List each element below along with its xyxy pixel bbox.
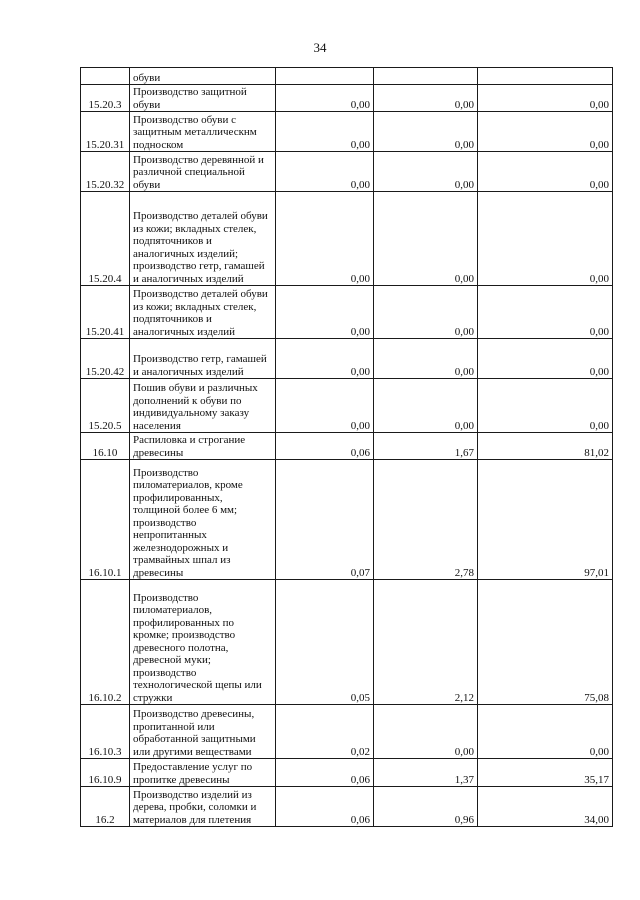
activity-code: 15.20.3 (81, 85, 130, 112)
value-col-2: 0,00 (374, 192, 478, 286)
value-col-3: 0,00 (478, 112, 613, 152)
value-col-1: 0,07 (276, 460, 374, 580)
table-row (81, 705, 613, 759)
table-row (81, 379, 613, 433)
activity-code: 16.10.1 (81, 460, 130, 580)
value-col-2: 0,96 (374, 787, 478, 827)
activity-name: Производство защитной обуви (130, 85, 276, 112)
value-col-3: 0,00 (478, 379, 613, 433)
value-col-1: 0,02 (276, 705, 374, 759)
value-col-3: 75,08 (478, 580, 613, 705)
value-col-2: 2,12 (374, 580, 478, 705)
table-row (81, 152, 613, 192)
value-col-2: 0,00 (374, 379, 478, 433)
value-col-3: 81,02 (478, 433, 613, 460)
value-col-2: 1,37 (374, 759, 478, 787)
value-col-2: 0,00 (374, 339, 478, 379)
value-col-3: 34,00 (478, 787, 613, 827)
value-col-3: 0,00 (478, 339, 613, 379)
value-col-1: 0,00 (276, 192, 374, 286)
activity-name: Производство деталей обуви из кожи; вкладных стелек, подпяточников и аналогичных изделий (130, 286, 276, 339)
activity-name: Производство пиломатериалов, профилированных по кромке; производство древесного полотна, древесной муки; производство технологической щепы или стружки (130, 580, 276, 705)
activity-code: 16.10.9 (81, 759, 130, 787)
table-row (81, 192, 613, 286)
value-col-1: 0,00 (276, 85, 374, 112)
activity-name: Производство гетр, гамашей и аналогичных изделий (130, 339, 276, 379)
activity-code: 16.10.2 (81, 580, 130, 705)
value-col-3: 0,00 (478, 705, 613, 759)
table-row (81, 85, 613, 112)
value-col-2: 0,00 (374, 112, 478, 152)
activity-name: Производство пиломатериалов, кроме профилированных, толщиной более 6 мм; производство непропитанных железнодорожных и трамвайных шпал из древесины (130, 460, 276, 580)
activity-code (81, 68, 130, 85)
activity-name: Предоставление услуг по пропитке древесины (130, 759, 276, 787)
value-col-1: 0,00 (276, 286, 374, 339)
table-row (81, 787, 613, 827)
value-col-2: 0,00 (374, 286, 478, 339)
activity-name: Производство обуви с защитным металлическнм подноском (130, 112, 276, 152)
table-row (81, 339, 613, 379)
table-row (81, 112, 613, 152)
value-col-2: 0,00 (374, 705, 478, 759)
table-row (81, 286, 613, 339)
value-col-1: 0,00 (276, 339, 374, 379)
activity-code: 15.20.42 (81, 339, 130, 379)
table-row (81, 460, 613, 580)
table-row (81, 433, 613, 460)
value-col-3: 97,01 (478, 460, 613, 580)
value-col-3: 0,00 (478, 192, 613, 286)
value-col-1: 0,05 (276, 580, 374, 705)
value-col-1: 0,00 (276, 379, 374, 433)
value-col-1 (276, 68, 374, 85)
activity-code: 16.10 (81, 433, 130, 460)
value-col-2: 0,00 (374, 152, 478, 192)
value-col-2: 1,67 (374, 433, 478, 460)
activity-name: Производство древесины, пропитанной или обработанной защитными или другими веществами (130, 705, 276, 759)
activity-code: 16.10.3 (81, 705, 130, 759)
activity-code: 15.20.41 (81, 286, 130, 339)
value-col-3 (478, 68, 613, 85)
page-number: 34 (313, 40, 327, 55)
activity-code: 15.20.5 (81, 379, 130, 433)
activity-name: Распиловка и строгание древесины (130, 433, 276, 460)
value-col-1: 0,00 (276, 112, 374, 152)
activity-name: Производство деревянной и различной специальной обуви (130, 152, 276, 192)
value-col-1: 0,06 (276, 787, 374, 827)
activity-name: Производство деталей обуви из кожи; вкладных стелек, подпяточников и аналогичных изделий; производство гетр, гамашей и аналогичных изделий (130, 192, 276, 286)
activity-code: 15.20.4 (81, 192, 130, 286)
value-col-1: 0,06 (276, 759, 374, 787)
value-col-2: 0,00 (374, 85, 478, 112)
value-col-1: 0,00 (276, 152, 374, 192)
activity-code: 15.20.32 (81, 152, 130, 192)
table-row (81, 759, 613, 787)
value-col-1: 0,06 (276, 433, 374, 460)
activity-code: 15.20.31 (81, 112, 130, 152)
data-table (80, 67, 613, 827)
table-row (81, 580, 613, 705)
activity-name: Производство изделий из дерева, пробки, соломки и материалов для плетения (130, 787, 276, 827)
value-col-2 (374, 68, 478, 85)
table-row (81, 68, 613, 85)
activity-code: 16.2 (81, 787, 130, 827)
value-col-3: 35,17 (478, 759, 613, 787)
value-col-3: 0,00 (478, 286, 613, 339)
activity-name: Пошив обуви и различных дополнений к обуви по индивидуальному заказу населения (130, 379, 276, 433)
value-col-3: 0,00 (478, 152, 613, 192)
value-col-2: 2,78 (374, 460, 478, 580)
activity-name: обуви (130, 68, 276, 85)
value-col-3: 0,00 (478, 85, 613, 112)
